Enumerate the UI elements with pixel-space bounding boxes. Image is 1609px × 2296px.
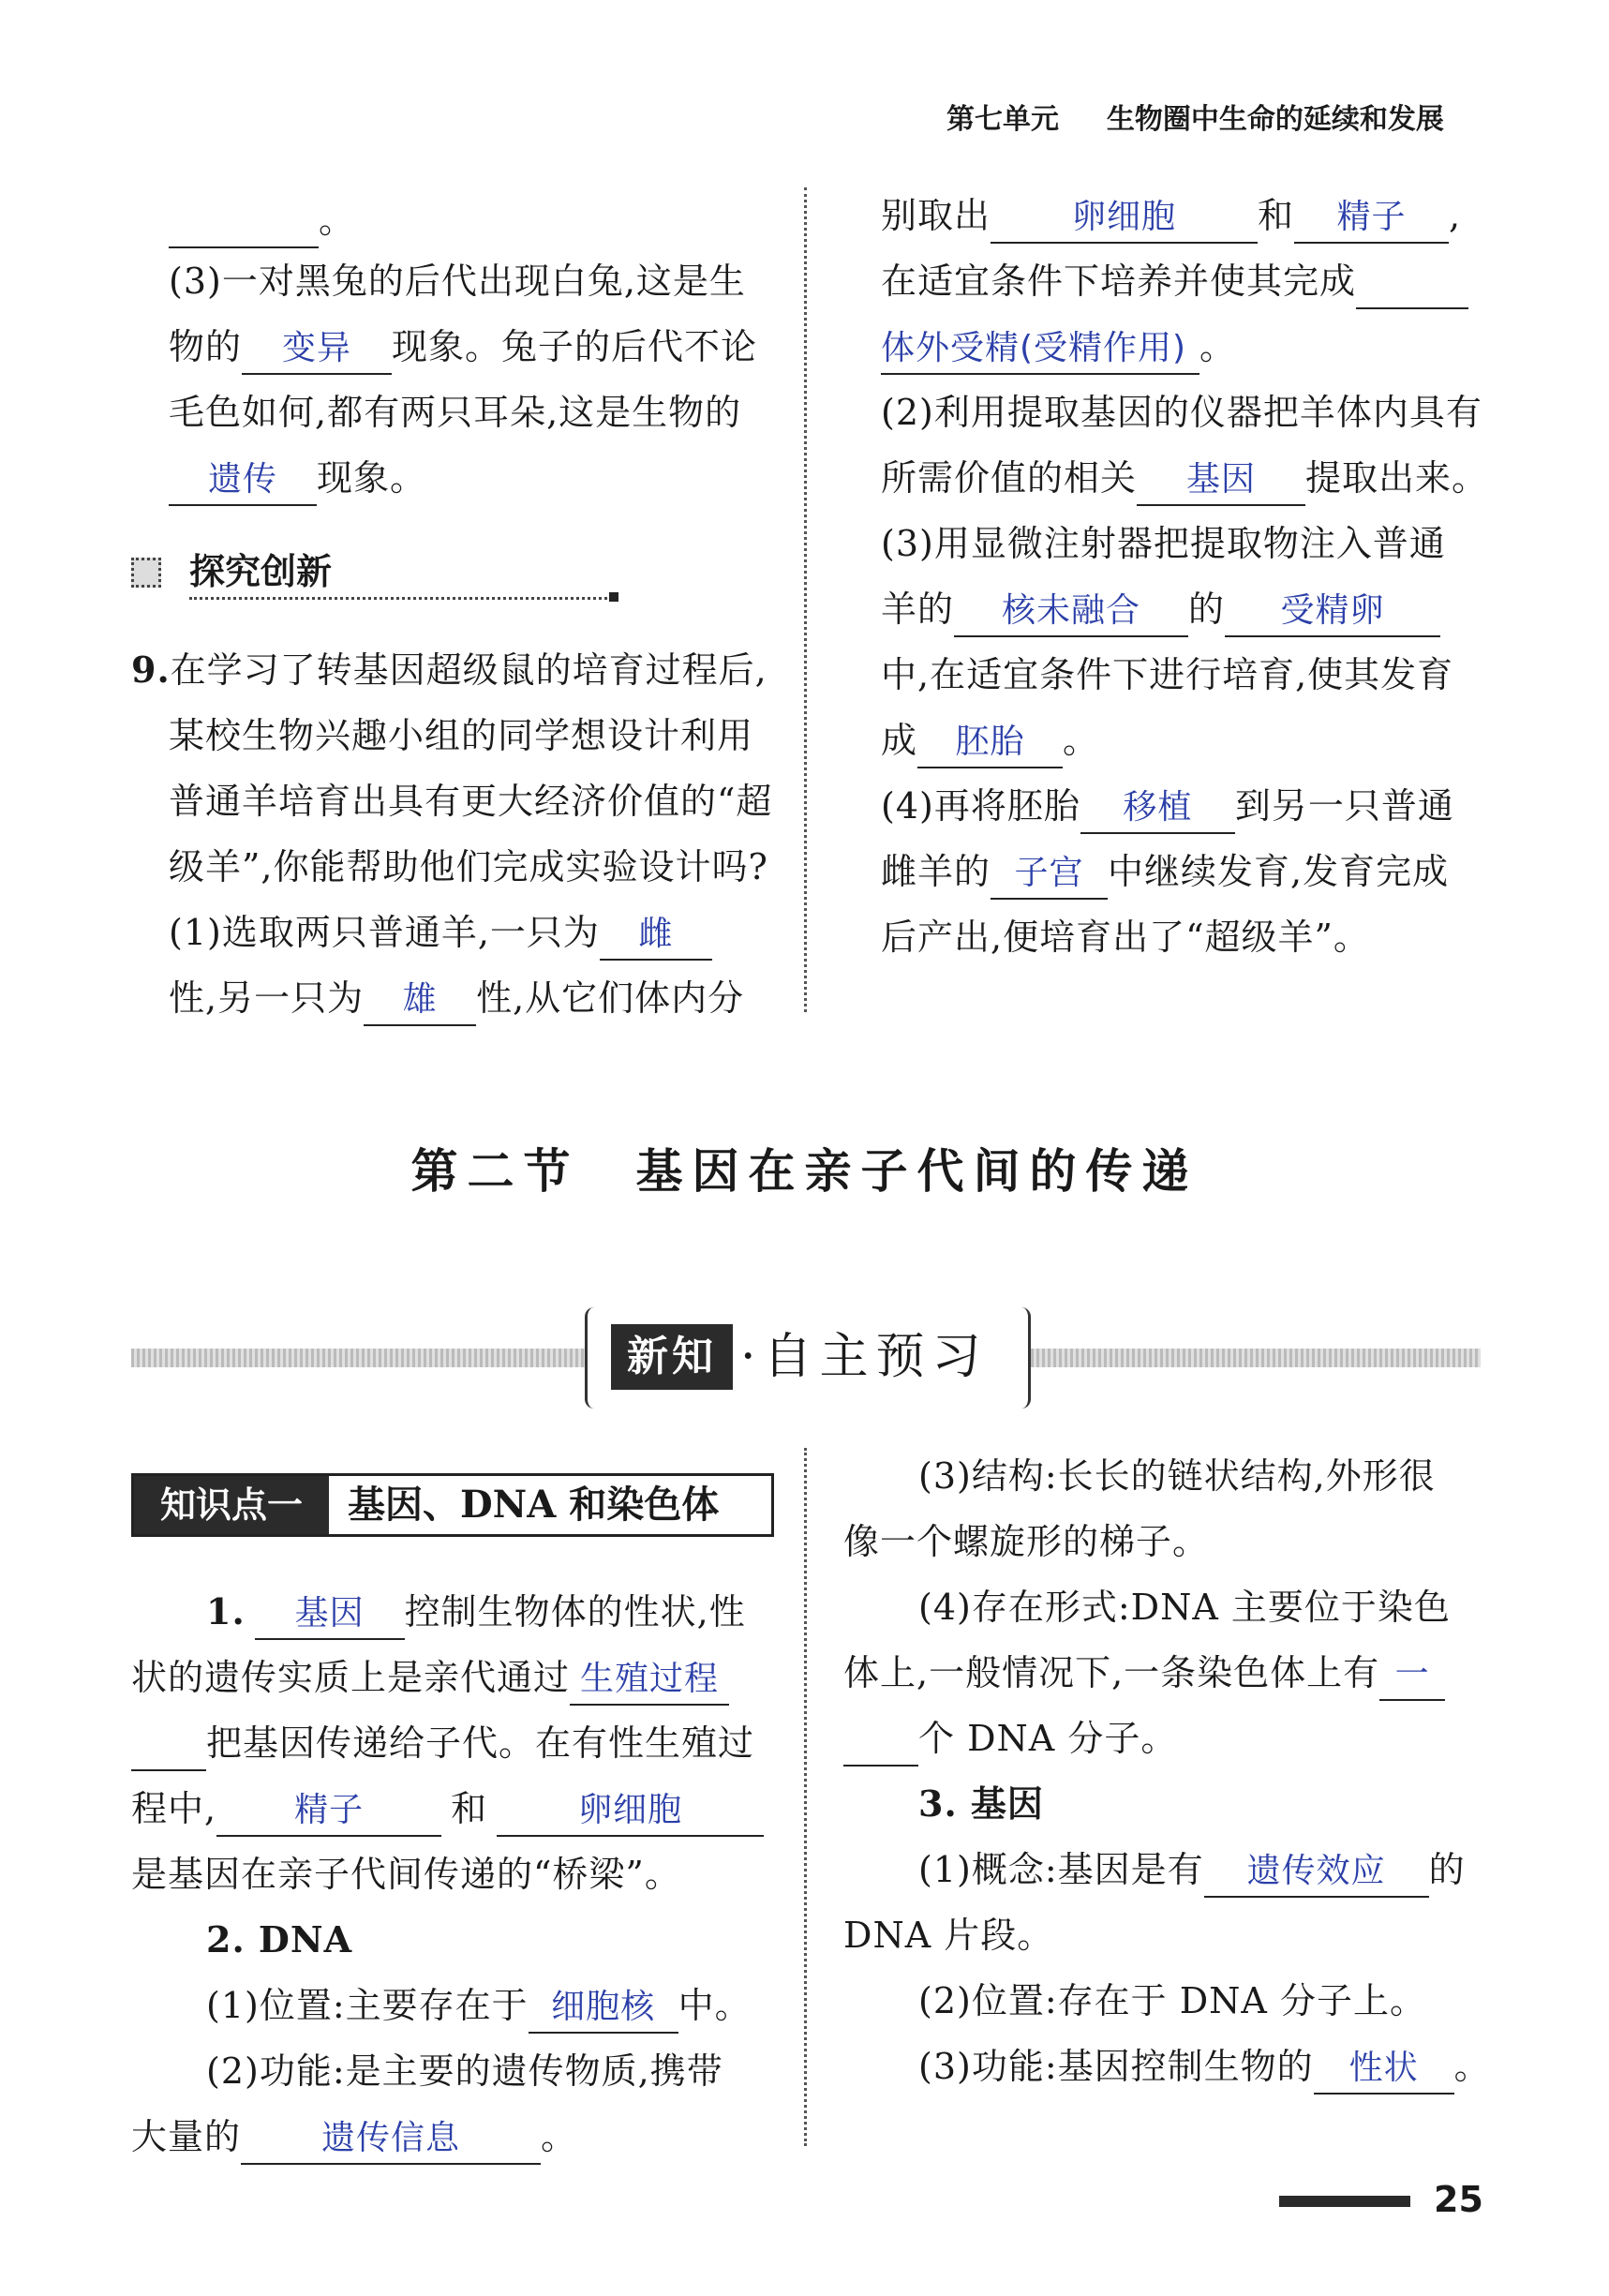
answer-genetic-effect: 遗传效应 bbox=[1246, 1852, 1386, 1890]
q3-line3: 毛色如何,都有两只耳朵,这是生物的 bbox=[169, 392, 742, 433]
rt-s4-line1: (4)再将胚胎 移植 到另一只普通 bbox=[881, 778, 1454, 834]
rt-s4-line3: 后产出,便培育出了“超级羊”。 bbox=[881, 917, 1370, 958]
column-divider-bottom bbox=[804, 1448, 807, 2146]
banner-text: ·自主预习 bbox=[740, 1329, 989, 1385]
q3-line4: 遗传 现象。 bbox=[169, 450, 426, 506]
answer-zygote: 受精卵 bbox=[1280, 591, 1385, 630]
answer-reproduction: 生殖过程 bbox=[580, 1660, 720, 1698]
rb-g1-line1: (1)概念:基因是有 遗传效应 的 bbox=[918, 1841, 1466, 1898]
rt-s2-line1: (2)利用提取基因的仪器把羊体内具有 bbox=[881, 392, 1482, 433]
lb-i1-line1: 1. 基因 控制生物体的性状,性 bbox=[206, 1584, 746, 1640]
lb-i2-2-line2: 大量的 遗传信息 。 bbox=[131, 2109, 577, 2165]
explore-title: 探究创新 bbox=[189, 551, 333, 592]
rb-r3-line2: 像一个螺旋形的梯子。 bbox=[843, 1521, 1210, 1562]
answer-uterus: 子宫 bbox=[1014, 854, 1084, 892]
kp1-tag: 知识点一 bbox=[134, 1476, 329, 1534]
rt-s3-line4: 成 胚胎 。 bbox=[881, 712, 1099, 768]
lb-i2-2-line1: (2)功能:是主要的遗传物质,携带 bbox=[206, 2050, 723, 2092]
section-title: 第二节 基因在亲子代间的传递 bbox=[410, 1143, 1199, 1199]
lb-i1-line3: 把基因传递给子代。在有性生殖过 bbox=[131, 1715, 754, 1771]
answer-female: 雌 bbox=[638, 915, 674, 953]
explore-section-header bbox=[131, 548, 618, 601]
answer-genetic-info: 遗传信息 bbox=[321, 2119, 461, 2157]
q9-line2: 某校生物兴趣小组的同学想设计利用 bbox=[169, 715, 754, 756]
q9-s1-line1: (1)选取两只普通羊,一只为 雌 bbox=[169, 904, 712, 961]
rt-s3-line3: 中,在适宜条件下进行培育,使其发育 bbox=[881, 654, 1454, 695]
answer-heredity: 遗传 bbox=[207, 460, 277, 499]
q3-line1: (3)一对黑兔的后代出现白兔,这是生 bbox=[169, 261, 746, 302]
explore-icon bbox=[131, 558, 161, 588]
column-divider-top bbox=[804, 187, 807, 1012]
kp1-header bbox=[131, 1473, 774, 1537]
answer-male: 雄 bbox=[402, 980, 438, 1019]
answer-unfused-nuclei: 核未融合 bbox=[1002, 591, 1141, 630]
rb-r4-line3: 个 DNA 分子。 bbox=[843, 1710, 1177, 1767]
answer-nucleus: 细胞核 bbox=[551, 1988, 656, 2026]
rt-s2-line2: 所需价值的相关 基因 提取出来。 bbox=[881, 450, 1488, 506]
banner-label: 新知 bbox=[611, 1324, 733, 1390]
lb-i1-line5: 是基因在亲子代间传递的“桥梁”。 bbox=[131, 1854, 681, 1895]
rb-g3: (3)功能:基因控制生物的 性状 。 bbox=[918, 2038, 1491, 2095]
answer-transplant: 移植 bbox=[1123, 788, 1193, 827]
lb-i1-line4: 程中, 精子 和 卵细胞 bbox=[131, 1781, 764, 1837]
unit-title: 生物圈中生命的延续和发展 bbox=[1106, 103, 1444, 136]
lb-i2-title: 2. DNA bbox=[206, 1918, 353, 1961]
answer-one: 一 bbox=[1394, 1655, 1430, 1693]
lb-i2-1: (1)位置:主要存在于 细胞核 中。 bbox=[206, 1977, 752, 2034]
rb-r3-line1: (3)结构:长长的链状结构,外形很 bbox=[918, 1455, 1436, 1497]
answer-variation: 变异 bbox=[282, 329, 352, 367]
rt-s3-line2: 羊的 核未融合 的 受精卵 bbox=[881, 581, 1440, 637]
q9-line4: 级羊”,你能帮助他们完成实验设计吗? bbox=[169, 846, 768, 887]
rb-g-title: 3. 基因 bbox=[918, 1782, 1044, 1825]
answer-egg-2: 卵细胞 bbox=[578, 1791, 683, 1829]
answer-gene: 基因 bbox=[1186, 460, 1257, 499]
rt-line3: 体外受精(受精作用) 。 bbox=[881, 319, 1236, 375]
answer-trait: 性状 bbox=[1348, 2049, 1419, 2087]
answer-fertilization: 体外受精(受精作用) bbox=[881, 329, 1187, 367]
answer-egg: 卵细胞 bbox=[1072, 198, 1177, 236]
running-header bbox=[946, 96, 1444, 137]
rt-s3-line1: (3)用显微注射器把提取物注入普通 bbox=[881, 523, 1446, 564]
kp1-title: 基因、DNA 和染色体 bbox=[348, 1483, 720, 1527]
lb-i1-line2: 状的遗传实质上是亲代通过 生殖过程 bbox=[131, 1649, 729, 1706]
page-number-bar bbox=[1279, 2196, 1410, 2207]
preview-banner bbox=[131, 1307, 1481, 1410]
rb-g2: (2)位置:存在于 DNA 分子上。 bbox=[918, 1980, 1426, 2021]
answer-sperm: 精子 bbox=[1336, 198, 1407, 236]
rb-r4-line1: (4)存在形式:DNA 主要位于染色 bbox=[918, 1587, 1451, 1628]
page-number: 25 bbox=[1434, 2179, 1483, 2220]
rt-line2: 在适宜条件下培养并使其完成 bbox=[881, 253, 1468, 309]
rb-g1-line2: DNA 片段。 bbox=[843, 1915, 1054, 1956]
answer-embryo: 胚胎 bbox=[955, 723, 1025, 761]
rt-line1: 别取出 卵细胞 和 精子 , bbox=[881, 187, 1461, 244]
rt-s4-line2: 雌羊的 子宫 中继续发育,发育完成 bbox=[881, 843, 1449, 900]
unit-label: 第七单元 bbox=[946, 103, 1059, 136]
q3-line2: 物的 变异 现象。兔子的后代不论 bbox=[169, 319, 757, 375]
left-line-blank: 。 bbox=[169, 192, 355, 248]
q9-line1: 9.在学习了转基因超级鼠的培育过程后, bbox=[131, 649, 767, 691]
q9-line3: 普通羊培育出具有更大经济价值的“超 bbox=[169, 781, 773, 822]
answer-gene-1: 基因 bbox=[294, 1594, 365, 1633]
answer-sperm-2: 精子 bbox=[294, 1791, 365, 1829]
q9-s1-line2: 性,另一只为 雄 性,从它们体内分 bbox=[169, 970, 744, 1026]
rb-r4-line2: 体上,一般情况下,一条染色体上有 一 bbox=[843, 1645, 1445, 1701]
